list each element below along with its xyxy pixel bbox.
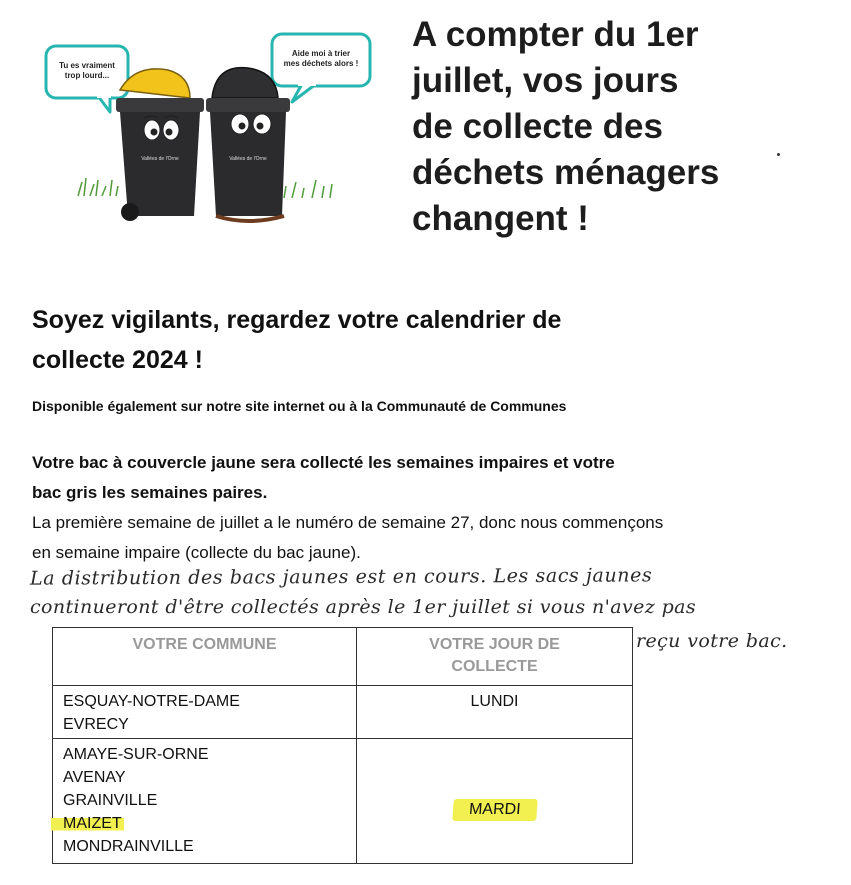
table-header-row (53, 628, 633, 686)
handwritten-line-2: continueront d'être collectés après le 1er juillet si vous n'avez pas (30, 596, 697, 618)
headline-line-3: de collecte des (412, 107, 663, 146)
bubble-left-line-2: trop lourd... (64, 71, 110, 80)
bubble-right-line-1: Aide moi à trier (291, 49, 351, 58)
table-row (53, 686, 633, 739)
commune-name: GRAINVILLE (63, 792, 158, 809)
stray-dot (777, 153, 780, 156)
collection-day-label: LUNDI (470, 693, 519, 710)
svg-text:Vallées de l'Orne: Vallées de l'Orne (229, 156, 267, 162)
grass-icon (78, 178, 332, 198)
header-collection-day (357, 628, 633, 686)
week-number-paragraph (32, 508, 792, 568)
availability-note: Disponible également sur notre site internet ou à la Communauté de Communes (32, 398, 567, 414)
illustration-bins (40, 20, 385, 235)
header-collection-day-line-1: VOTRE JOUR DE (429, 636, 560, 653)
svg-text:Vallées de l'Orne: Vallées de l'Orne (141, 156, 179, 162)
headline-line-5: changent ! (412, 199, 589, 238)
handwritten-line-1: La distribution des bacs jaunes est en cours. Les sacs jaunes (29, 564, 653, 590)
week-number-line-2: en semaine impaire (collecte du bac jaune). (32, 543, 361, 562)
commune-name: AMAYE-SUR-ORNE (63, 746, 209, 763)
section-heading (32, 300, 732, 380)
section-heading-line-2: collecte 2024 ! (32, 346, 203, 374)
handwritten-line-3: reçu votre bac. (636, 630, 788, 652)
commune-name: AVENAY (63, 769, 126, 786)
commune-name-highlighted: MAIZET (51, 815, 124, 832)
collection-day-label-highlighted: MARDI (452, 799, 537, 821)
collection-day (357, 739, 633, 864)
collection-day (357, 686, 633, 739)
commune-name: MONDRAINVILLE (63, 838, 194, 855)
bubble-right-line-2: mes déchets alors ! (283, 59, 359, 68)
bin-schedule-paragraph (32, 448, 792, 508)
collection-table (52, 627, 633, 864)
bubble-left-line-1: Tu es vraiment (59, 61, 115, 70)
commune-list (53, 686, 357, 739)
section-heading-line-1: Soyez vigilants, regardez votre calendrier de (32, 306, 562, 334)
header-collection-day-line-2: COLLECTE (451, 658, 538, 675)
headline-line-4: déchets ménagers (412, 153, 720, 192)
yellow-bin-icon (116, 69, 204, 221)
table-row (53, 739, 633, 864)
headline (412, 12, 832, 242)
bin-schedule-line-1: Votre bac à couvercle jaune sera collecté les semaines impaires et votre (32, 453, 615, 472)
week-number-line-1: La première semaine de juillet a le numéro de semaine 27, donc nous commençons (32, 513, 664, 532)
speech-bubble-right-icon (272, 34, 370, 102)
commune-list (53, 739, 357, 864)
header-commune: VOTRE COMMUNE (53, 628, 357, 686)
headline-line-1: A compter du 1er (412, 15, 699, 54)
commune-name: ESQUAY-NOTRE-DAME (63, 693, 240, 710)
speech-bubble-left-icon (46, 46, 128, 112)
bin-schedule-line-2: bac gris les semaines paires. (32, 483, 268, 502)
grey-bin-icon (206, 68, 290, 221)
commune-name: EVRECY (63, 716, 129, 733)
headline-line-2: juillet, vos jours (412, 61, 679, 100)
